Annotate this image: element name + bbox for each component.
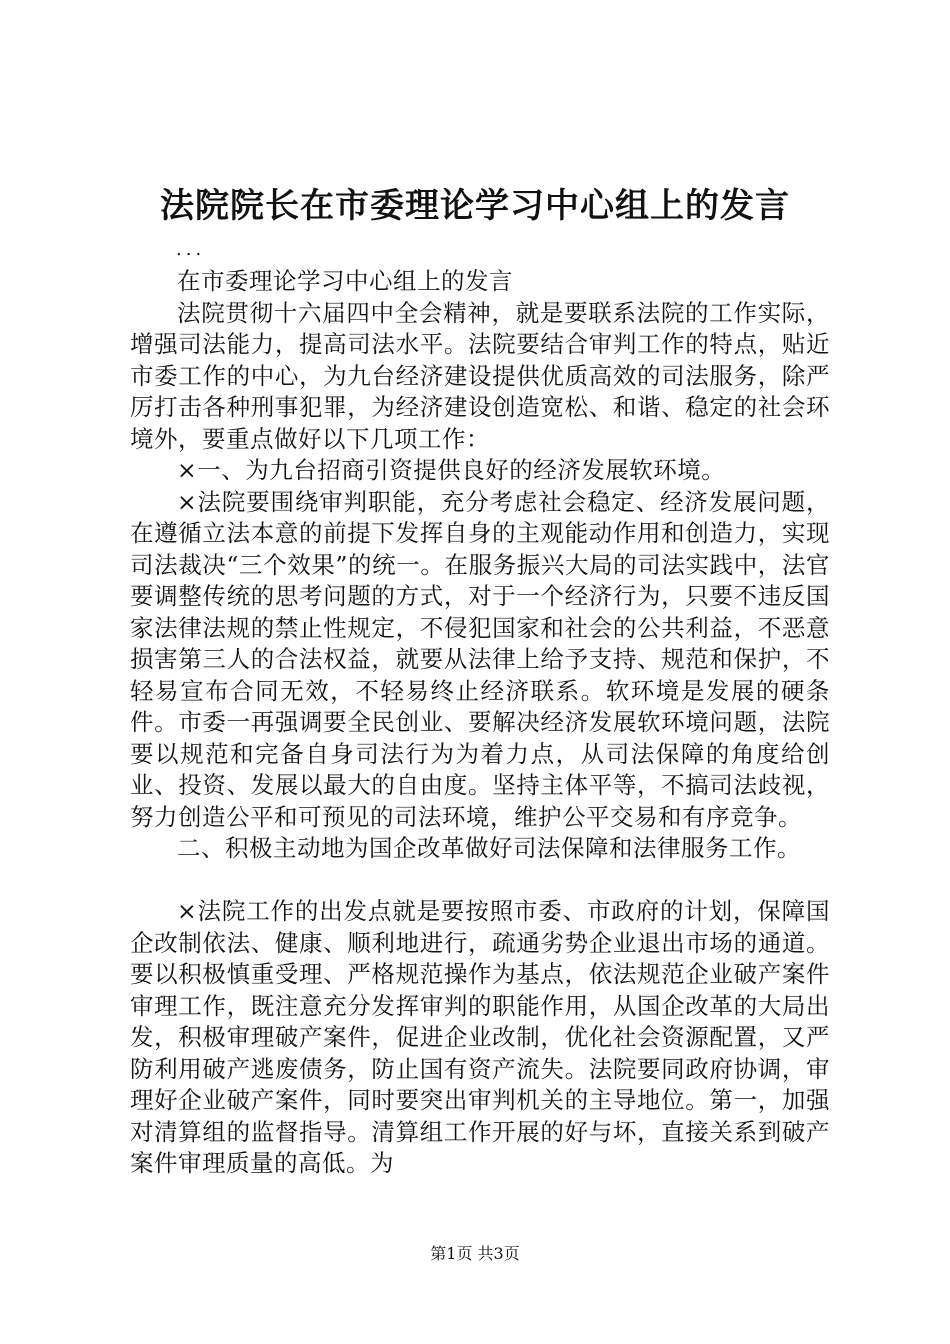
document-title: 法院院长在市委理论学习中心组上的发言 [160,186,790,226]
paragraph-section-one: ×法院要围绕审判职能，充分考虑社会稳定、经济发展问题，在遵循立法本意的前提下发挥自身的主观能动作用和创造力，实现司法裁决“三个效果”的统一。在服务振兴大局的司法实践中，法官要调整传统的思考问题的方式，对于一个经济行为，只要不违反国家法律法规的禁止性规定，不侵犯国家和社会的公共利益，不恶意损害第三人的合法权益，就要从法律上给予支持、规范和保护，不轻易宣布合同无效，不轻易终止经济联系。软环境是发展的硬条件。市委一再强调要全民创业、要解决经济发展软环境问题，法院要以规范和完备自身司法行为为着力点，从司法保障的角度给创业、投资、发展以最大的自由度。坚持主体平等，不搞司法歧视，努力创造公平和可预见的司法环境，维护公平交易和有序竞争。 [130,487,830,831]
paragraph-subtitle: 在市委理论学习中心组上的发言 [177,267,513,295]
paragraph-heading-one: ×一、为九台招商引资提供良好的经济发展软环境。 [177,456,726,484]
page-footer: 第1页 共3页 [430,1244,520,1263]
paragraph-intro: 法院贯彻十六届四中全会精神，就是要联系法院的工作实际，增强司法能力，提高司法水平。法院要结合审判工作的特点，贴近市委工作的中心，为九台经济建设提供优质高效的司法服务，除严厉打击各种刑事犯罪，为经济建设创造宽松、和谐、稳定的社会环境外，要重点做好以下几项工作： [130,298,830,453]
ellipsis-mark: ... [176,239,206,260]
paragraph-section-two: ×法院工作的出发点就是要按照市委、市政府的计划，保障国企改制依法、健康、顺利地进行，疏通劣势企业退出市场的通道。要以积极慎重受理、严格规范操作为基点，依法规范企业破产案件审理工作，既注意充分发挥审判的职能作用，从国企改革的大局出发，积极审理破产案件，促进企业改制，优化社会资源配置，又严防利用破产逃废债务，防止国有资产流失。法院要同政府协调，审理好企业破产案件，同时要突出审判机关的主导地位。第一，加强对清算组的监督指导。清算组工作开展的好与坏，直接关系到破产案件审理质量的高低。为 [130,897,830,1177]
document-body [130,266,830,1180]
paragraph-heading-two: 二、积极主动地为国企改革做好司法保障和法律服务工作。 [177,834,801,862]
